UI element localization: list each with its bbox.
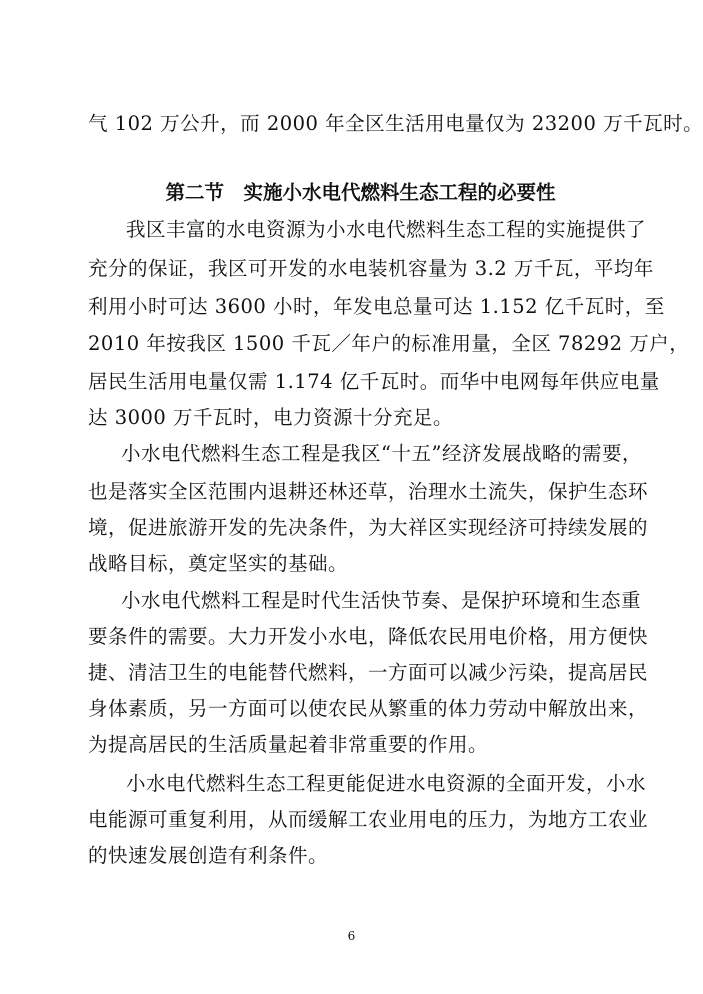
paragraph-line: 小水电代燃料生态工程是我区“十五”经济发展战略的需要， [121, 442, 642, 465]
paragraph-line: 小水电代燃料工程是时代生活快节奏、是保护环境和生态重 [121, 589, 642, 612]
paragraph-line: 2010 年按我区 1500 千瓦／年户的标准用量，全区 78292 万户， [88, 332, 690, 355]
paragraph-line: 小水电代燃料生态工程更能促进水电资源的全面开发，小水 [126, 772, 647, 795]
paragraph-line: 捷、清洁卫生的电能替代燃料，一方面可以减少污染，提高居民 [88, 661, 649, 684]
section-title: 第二节 实施小水电代燃料生态工程的必要性 [165, 181, 556, 204]
paragraph-line: 充分的保证，我区可开发的水电装机容量为 3.2 万千瓦，平均年 [88, 257, 654, 280]
paragraph-line: 居民生活用电量仅需 1.174 亿千瓦时。而华中电网每年供应电量 [88, 370, 660, 393]
paragraph-line: 电能源可重复利用，从而缓解工农业用电的压力，为地方工农业 [88, 808, 649, 831]
paragraph-line: 达 3000 万千瓦时，电力资源十分充足。 [88, 406, 454, 429]
paragraph-line: 利用小时可达 3600 小时，年发电总量可达 1.152 亿千瓦时，至 [88, 295, 665, 318]
paragraph-line: 我区丰富的水电资源为小水电代燃料生态工程的实施提供了 [126, 218, 647, 241]
paragraph-line: 身体素质，另一方面可以使农民从繁重的体力劳动中解放出来， [88, 697, 649, 720]
paragraph-line: 也是落实全区范围内退耕还林还草，治理水土流失，保护生态环 [88, 480, 649, 503]
text-line-top: 气 102 万公升，而 2000 年全区生活用电量仅为 23200 万千瓦时。 [88, 112, 703, 135]
paragraph-line: 境，促进旅游开发的先决条件，为大祥区实现经济可持续发展的 [88, 516, 649, 539]
paragraph-line: 的快速发展创造有利条件。 [88, 844, 329, 867]
paragraph-line: 为提高居民的生活质量起着非常重要的作用。 [88, 733, 489, 756]
paragraph-line: 要条件的需要。大力开发小水电，降低农民用电价格，用方便快 [88, 625, 649, 648]
page-number: 6 [347, 929, 356, 943]
paragraph-line: 战略目标，奠定坚实的基础。 [88, 552, 349, 575]
